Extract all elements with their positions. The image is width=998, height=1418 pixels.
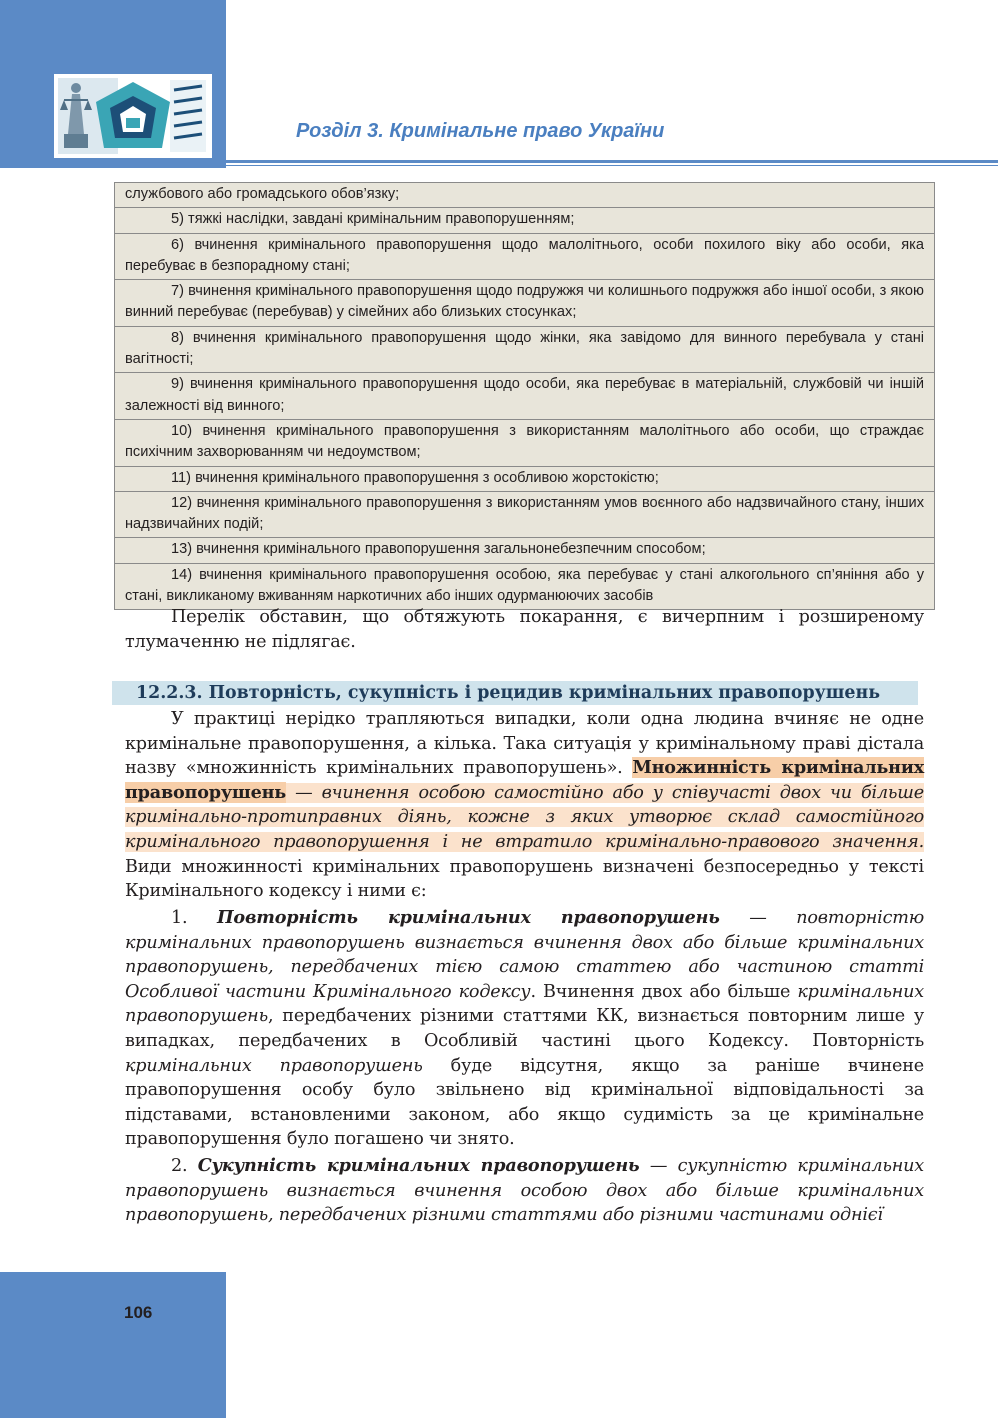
list-item <box>125 906 924 1152</box>
italic-text: кримінальних правопорушень <box>125 1055 423 1076</box>
body-text: , передбачених різними статтями КК, визнається повторним лише у випадках, передбачених в Особливій частині цього Кодексу. Повторність <box>125 1006 924 1051</box>
body-text: . Вчинення двох або більше <box>530 981 798 1002</box>
table-row <box>115 233 935 280</box>
table-cell: 11) вчинення кримінального правопорушення з особливою жорстокістю; <box>115 466 935 491</box>
rest-text: Види множинності кримінальних правопорушень визначені безпосередньо у тексті Кримінального кодексу і ними є: <box>125 856 924 902</box>
aggravating-circumstances-table <box>114 182 935 610</box>
term-definition: — вчинення особою самостійно або у співучасті двох чи більше кримінально-протиправних діянь, кожне з яких утворює склад самостійного кримінального правопорушення і не втратило кримінально-правового значення. <box>125 782 924 852</box>
header-rule-thin <box>226 165 998 166</box>
exhaustive-list-paragraph: Перелік обставин, що обтяжують покарання, є вичерпним і розширеному тлумаченню не підлягає. <box>125 607 924 652</box>
table-cell: 7) вчинення кримінального правопорушення щодо подружжя чи колишнього подружжя або іншої особи, з якою винний перебуває (перебував) у сімейних або близьких стосунках; <box>115 280 935 327</box>
item-number: 2. <box>171 1156 198 1176</box>
table-cell: 14) вчинення кримінального правопорушення особою, яка перебуває у стані алкогольного сп’яніння або у стані, викликаному вживанням наркотичних або інших одурманюючих засобів <box>115 563 935 610</box>
table-cell: службового або громадського обов’язку; <box>115 183 935 208</box>
justice-emblem-logo <box>54 74 212 158</box>
italic-text: кримінальних правопорушень <box>125 981 924 1027</box>
table-row <box>115 491 935 538</box>
defined-term: Множинність кримінальних правопорушень <box>125 757 924 803</box>
table-cell: 12) вчинення кримінального правопорушення з використанням умов воєнного або надзвичайного стану, інших надзвичайних подій; <box>115 491 935 538</box>
list-item <box>125 1154 924 1228</box>
term-definition: — сукупністю кримінальних правопорушень визнається вчинення особою двох або більше кримінальних правопорушень, передбачених різними статтями або різними частинами однієї <box>125 1156 924 1226</box>
defined-term: Сукупність кримінальних правопорушень <box>197 1155 640 1176</box>
table-row <box>115 280 935 327</box>
table-row <box>115 538 935 563</box>
table-row <box>115 208 935 233</box>
section-heading: 12.2.3. Повторність, сукупність і рецидив кримінальних правопорушень <box>136 683 881 703</box>
term-definition: — повторністю кримінальних правопорушень визнається вчинення двох або більше кримінальних правопорушень, передбачених тією самою статтею або частиною статті Особливої частини Кримінального кодексу <box>125 908 925 1002</box>
header-rule <box>226 160 998 163</box>
table-cell: 10) вчинення кримінального правопорушення з використанням малолітнього або особи, що страждає психічним захворюванням чи недоумством; <box>115 419 935 466</box>
chapter-title: Розділ 3. Кримінальне право України <box>296 120 665 142</box>
table-row <box>115 326 935 373</box>
body-text: буде відсутня, якщо за раніше вчинене правопорушення особу було звільнено від кримінальної відповідальності за підставами, встановленими законом, або якщо судимість за це кримінальне правопорушення було погашено чи знято. <box>125 1055 924 1150</box>
table-row <box>115 183 935 208</box>
table-cell: 8) вчинення кримінального правопорушення щодо жінки, яка завідомо для винного перебувала у стані вагітності; <box>115 326 935 373</box>
table-cell: 13) вчинення кримінального правопорушення загальнонебезпечним способом; <box>115 538 935 563</box>
footer-sidebar-block <box>0 1272 226 1418</box>
table-row <box>115 373 935 420</box>
defined-term: Повторність кримінальних правопорушень <box>217 907 720 928</box>
table-cell: 5) тяжкі наслідки, завдані кримінальним правопорушенням; <box>115 208 935 233</box>
intro-text: У практиці нерідко трапляються випадки, коли одна людина вчиняє не одне кримінальне правопорушення, а кілька. Така ситуація у кримінальному праві дістала назву «множинність кримінальних правопорушень». <box>125 709 924 779</box>
table-row <box>115 563 935 610</box>
table-row <box>115 466 935 491</box>
table-row <box>115 419 935 466</box>
table-cell: 6) вчинення кримінального правопорушення щодо малолітнього, особи похилого віку або особи, яка перебуває в безпорадному стані; <box>115 233 935 280</box>
table-cell: 9) вчинення кримінального правопорушення щодо особи, яка перебуває в матеріальній, службовій чи іншій залежності від винного; <box>115 373 935 420</box>
page-number: 106 <box>124 1303 153 1322</box>
multiplicity-paragraph <box>125 707 924 904</box>
item-number: 1. <box>171 908 217 928</box>
